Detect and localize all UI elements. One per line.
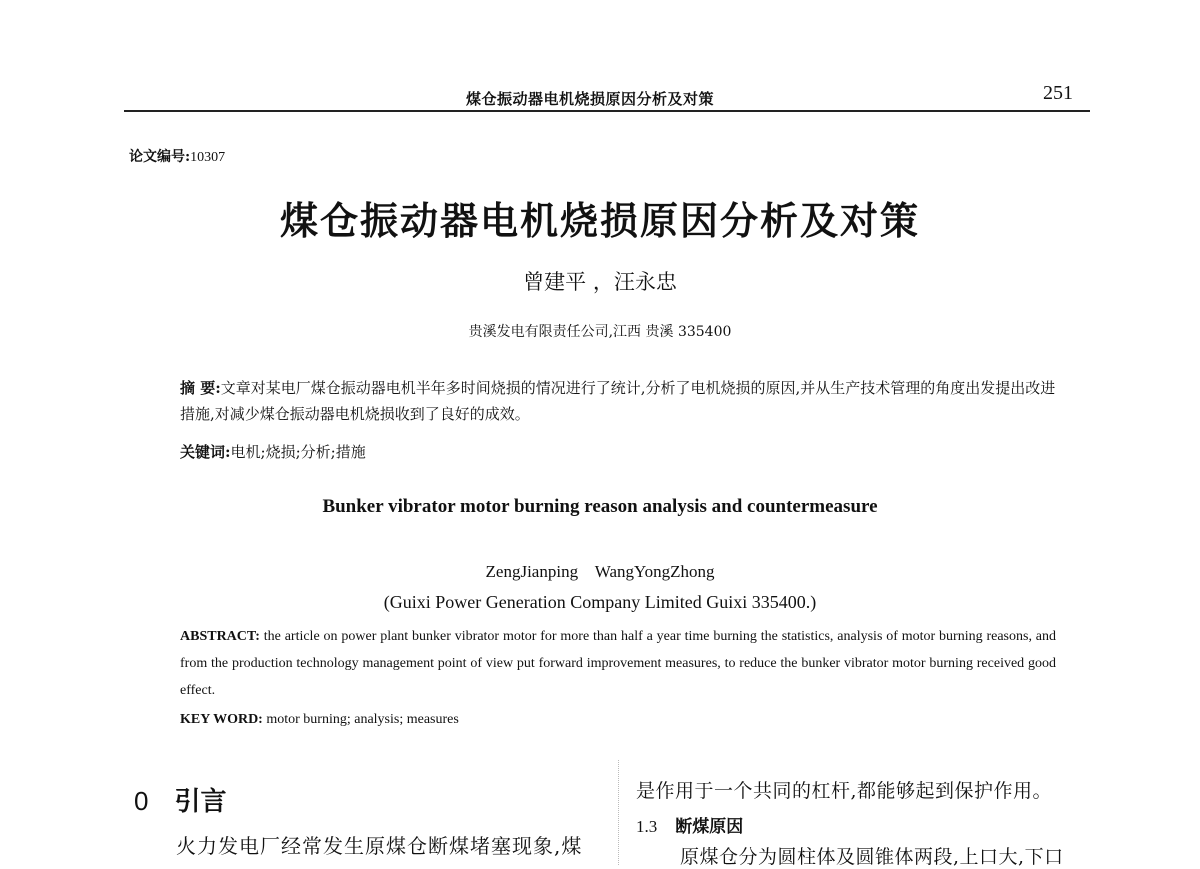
column-divider <box>618 760 619 865</box>
abstract-cn-text: 文章对某电厂煤仓振动器电机半年多时间烧损的情况进行了统计,分析了电机烧损的原因,并从生产技术管理的角度出发提出改进措施,对减少煤仓振动器电机烧损收到了良好的成效。 <box>180 379 1056 423</box>
authors-cn: 曾建平 ，汪永忠 <box>523 270 677 294</box>
authors-en: ZengJianping WangYongZhong <box>485 562 715 581</box>
right-column-line-2: 原煤仓分为圆柱体及圆锥体两段,上口大,下口 <box>680 846 1064 868</box>
keywords-en <box>180 712 459 728</box>
header-rule <box>124 110 1090 112</box>
abstract-en-text: the article on power plant bunker vibrator motor for more than half a year time burning the statistics, analysis of motor burning reasons, and from the production technology management point of view put forward improvement measures, to reduce the bunker vibrator motor burning received good effect. <box>180 629 1057 698</box>
left-column-paragraph: 火力发电厂经常发生原煤仓断煤堵塞现象,煤 <box>176 834 583 858</box>
abstract-cn <box>180 375 1060 427</box>
keywords-cn-label: 关键词: <box>180 443 231 461</box>
abstract-en-label: ABSTRACT: <box>180 629 260 644</box>
subsection-number: 1.3 <box>636 817 658 836</box>
subsection-title: 断煤原因 <box>675 817 744 837</box>
paper-number-label: 论文编号: <box>129 149 191 165</box>
affiliation-en: (Guixi Power Generation Company Limited Guixi 335400.) <box>383 592 817 612</box>
keywords-cn-text: 电机;烧损;分析;措施 <box>230 443 366 461</box>
running-title: 煤仓振动器电机烧损原因分析及对策 <box>466 90 715 108</box>
title-cn: 煤仓振动器电机烧损原因分析及对策 <box>279 199 920 243</box>
section-title: 引言 <box>174 787 227 817</box>
abstract-en <box>180 623 1056 704</box>
subsection-heading <box>636 812 743 837</box>
affiliation-cn: 贵溪发电有限责任公司,江西 贵溪 335400 <box>468 324 732 340</box>
right-column-line-1: 是作用于一个共同的杠杆,都能够起到保护作用。 <box>636 780 1053 802</box>
title-en: Bunker vibrator motor burning reason analysis and countermeasure <box>322 496 878 517</box>
page-number: 251 <box>1043 82 1073 104</box>
section-heading-introduction <box>134 781 226 818</box>
paper-number <box>129 146 225 166</box>
keywords-en-text: motor burning; analysis; measures <box>266 712 459 727</box>
abstract-cn-label: 摘 要: <box>180 379 221 397</box>
section-number: 0 <box>134 786 149 816</box>
keywords-en-label: KEY WORD: <box>180 712 263 727</box>
keywords-cn <box>180 439 1060 465</box>
paper-number-value: 10307 <box>190 150 226 165</box>
